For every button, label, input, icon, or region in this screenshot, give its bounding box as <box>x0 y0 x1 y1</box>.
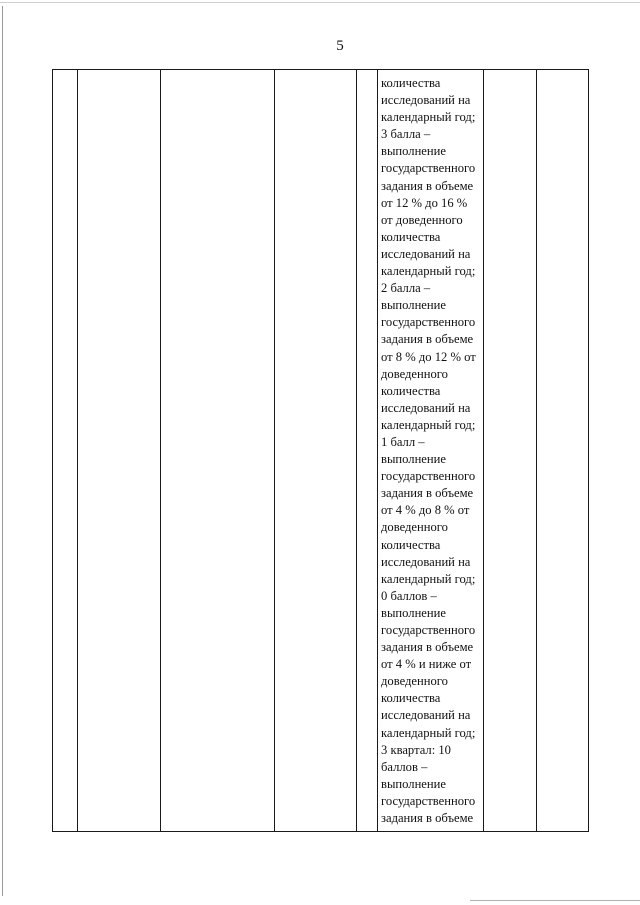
table-row <box>53 70 589 832</box>
table-cell-3 <box>161 70 275 832</box>
table-cell-4 <box>275 70 357 832</box>
table-cell-1 <box>53 70 78 832</box>
scan-edge-left <box>2 6 3 896</box>
table-cell-2 <box>78 70 161 832</box>
table-cell-5 <box>357 70 378 832</box>
scan-edge-bottom <box>470 900 640 901</box>
scan-edge-top <box>0 2 640 3</box>
table-cell-7 <box>484 70 537 832</box>
criteria-text-cell: количества исследований на календарный год; 3 балла – выполнение государственного задания в объеме от 12 % до 16 % от доведенного количества исследований на календарный год; 2 балла – выполнение государственного задания в объеме от 8 % до 12 % от доведенного количества исследований на календарный год; 1 балл – выполнение государственного задания в объеме от 4 % до 8 % от доведенного количества исследований на календарный год; 0 баллов – выполнение государственного задания в объеме от 4 % и ниже от доведенного количества исследований на календарный год; 3 квартал: 10 баллов – выполнение государственного задания в объеме <box>378 70 484 832</box>
criteria-table <box>52 69 589 832</box>
table-cell-8 <box>537 70 589 832</box>
page-number: 5 <box>336 38 344 54</box>
